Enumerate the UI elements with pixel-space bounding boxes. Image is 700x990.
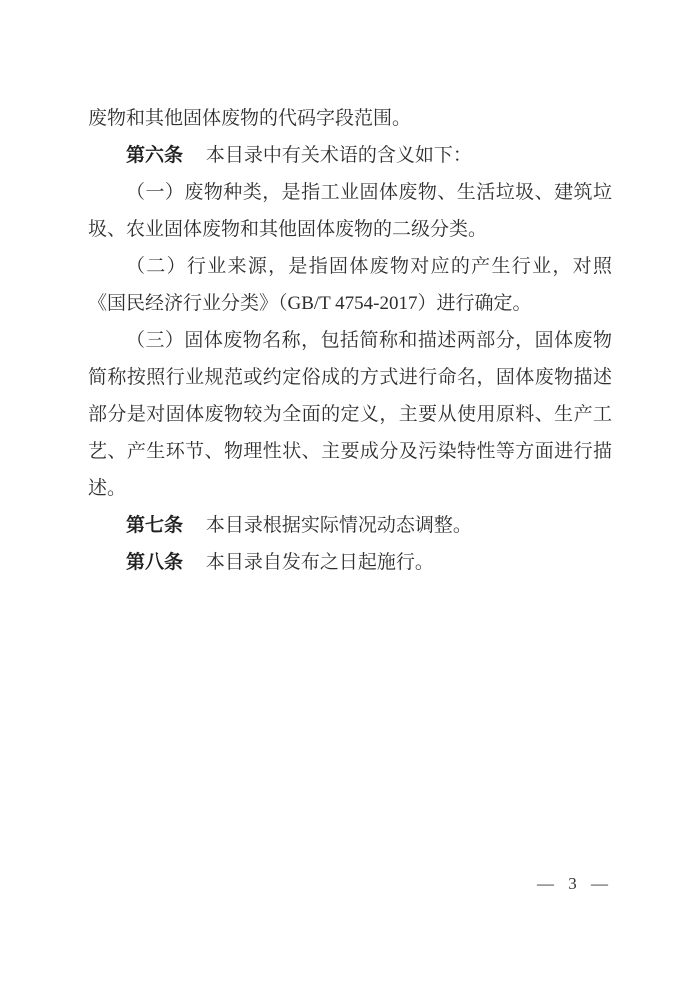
paragraph-continuation: [88, 100, 612, 137]
article-8-text: 本目录自发布之日起施行。: [205, 552, 434, 573]
item-1-text: （一）废物种类，是指工业固体废物、生活垃圾、建筑垃圾、农业固体废物和其他固体废物的二级分类。: [88, 182, 612, 240]
paragraph-article-7: [88, 507, 612, 544]
page-footer: [537, 874, 610, 894]
item-2-text: （二）行业来源，是指固体废物对应的产生行业，对照《国民经济行业分类》（GB/T 4754-2017）进行确定。: [88, 256, 612, 314]
paragraph-article-8: [88, 544, 612, 581]
paragraph-text: 废物和其他固体废物的代码字段范围。: [88, 108, 412, 129]
article-6-text: 本目录中有关术语的含义如下：: [205, 145, 472, 166]
document-body: [88, 100, 612, 581]
paragraph-article-6: [88, 137, 612, 174]
item-3-text: （三）固体废物名称，包括简称和描述两部分，固体废物简称按照行业规范或约定俗成的方式进行命名，固体废物描述部分是对固体废物较为全面的定义，主要从使用原料、生产工艺、产生环节、物理性状、主要成分及污染特性等方面进行描述。: [88, 330, 612, 499]
paragraph-item-2: [88, 248, 612, 322]
paragraph-item-1: [88, 174, 612, 248]
page-number: — 3 —: [537, 874, 610, 893]
article-7-text: 本目录根据实际情况动态调整。: [205, 515, 472, 536]
article-8-label: 第八条: [126, 552, 184, 573]
article-7-label: 第七条: [126, 515, 184, 536]
paragraph-item-3: [88, 322, 612, 507]
article-6-label: 第六条: [126, 145, 184, 166]
